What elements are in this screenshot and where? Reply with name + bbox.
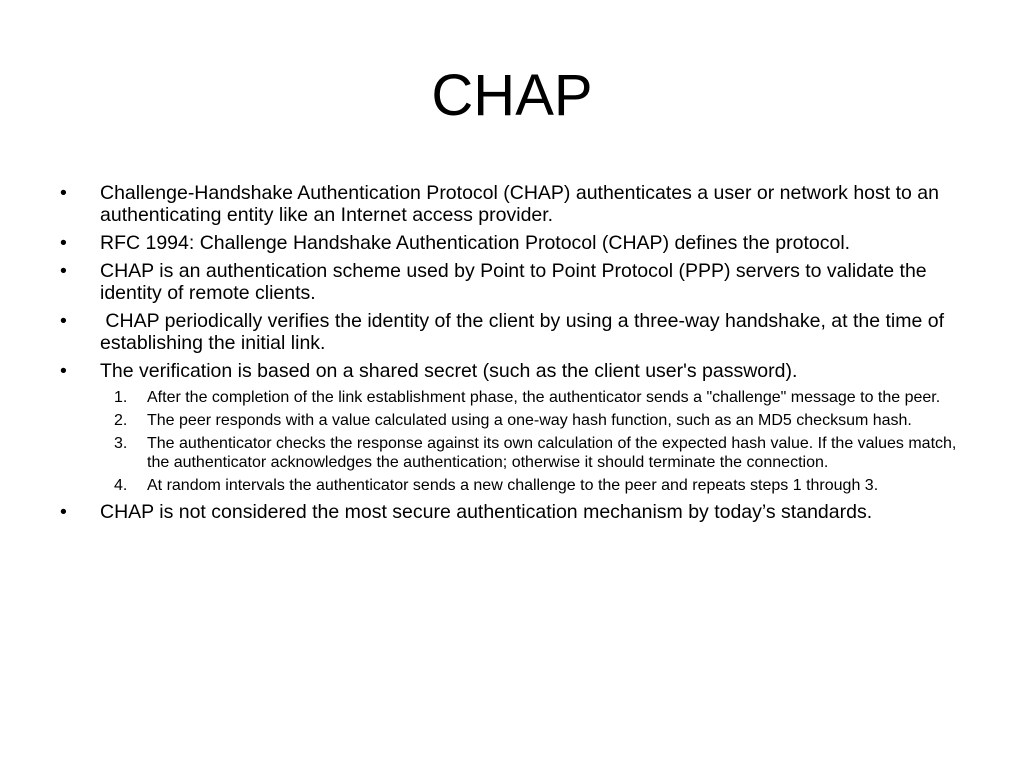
step-number: 4. [114, 477, 128, 494]
step-number: 2. [114, 412, 128, 429]
bullet-item [60, 310, 960, 354]
bullet-item [60, 501, 960, 523]
bullet-item [60, 232, 960, 254]
step-item [60, 388, 960, 407]
step-item [60, 476, 960, 495]
bullet-marker: • [60, 260, 67, 282]
step-number: 3. [114, 435, 128, 452]
slide-title: CHAP [431, 63, 593, 128]
step-text: At random intervals the authenticator sends a new challenge to the peer and repeats steps 1 through 3. [147, 477, 879, 494]
bullet-item [60, 360, 960, 495]
bullet-text: CHAP is an authentication scheme used by Point to Point Protocol (PPP) servers to validate the identity of remote clients. [100, 260, 927, 304]
step-text: The peer responds with a value calculated using a one-way hash function, such as an MD5 checksum hash. [147, 412, 912, 429]
bullet-marker: • [60, 501, 67, 523]
bullet-item [60, 182, 960, 226]
handshake-steps-list [60, 388, 960, 495]
bullet-item [60, 260, 960, 304]
bullet-marker: • [60, 360, 67, 382]
step-text: After the completion of the link establishment phase, the authenticator sends a "challenge" message to the peer. [147, 389, 941, 406]
bullet-text: RFC 1994: Challenge Handshake Authentication Protocol (CHAP) defines the protocol. [100, 232, 851, 254]
step-number: 1. [114, 389, 128, 406]
bullet-text: Challenge-Handshake Authentication Protocol (CHAP) authenticates a user or network host to an authenticating entity like an Internet access provider. [100, 182, 939, 226]
bullet-marker: • [60, 232, 67, 254]
step-text: The authenticator checks the response against its own calculation of the expected hash value. If the values match, the authenticator acknowledges the authentication; otherwise it should terminate the connection. [147, 435, 957, 471]
step-item [60, 411, 960, 430]
bullet-text: CHAP is not considered the most secure authentication mechanism by today’s standards. [100, 501, 873, 523]
bullet-marker: • [60, 182, 67, 204]
bullet-text: The verification is based on a shared secret (such as the client user's password). [100, 360, 798, 382]
step-item [60, 434, 960, 472]
bullet-text: CHAP periodically verifies the identity of the client by using a three-way handshake, at the time of establishing the initial link. [100, 310, 950, 354]
bullet-marker: • [60, 310, 67, 332]
bullet-list [60, 182, 960, 529]
